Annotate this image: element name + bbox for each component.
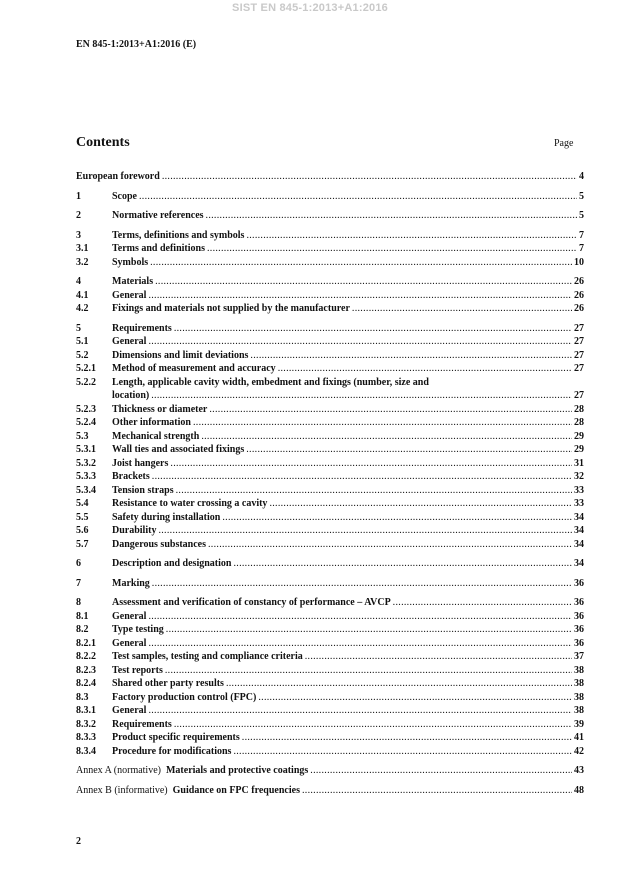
toc-entry-title: Type testing [112,624,164,635]
toc-entry[interactable] [76,302,584,316]
toc-leader-dots [258,691,572,705]
toc-entry[interactable] [76,538,584,552]
toc-entry-page: 5 [579,190,584,202]
toc-entry-continuation[interactable] [76,389,584,403]
toc-leader-dots [278,362,572,376]
toc-entry-number: 5.3.4 [76,484,96,496]
toc-entry-page: 27 [574,390,584,401]
toc-leader-dots [162,170,577,184]
toc-entry-page: 27 [574,322,584,334]
toc-entry-number: 5.2.2 [76,376,96,388]
toc-leader-dots [233,745,572,759]
toc-entry-page: 32 [574,471,584,482]
toc-entry-number: 5.1 [76,336,89,347]
toc-entry[interactable] [76,596,584,610]
toc-leader-dots [176,484,572,498]
toc-entry-number: 1 [76,190,81,202]
toc-entry-title: Mechanical strength [112,430,200,442]
toc-leader-dots [222,511,572,525]
toc-entry-title: Dangerous substances [112,538,206,550]
toc-entry[interactable] [76,610,584,624]
toc-entry-page: 10 [574,256,584,268]
toc-entry[interactable] [76,691,584,705]
toc-entry[interactable] [76,718,584,732]
toc-leader-dots [226,677,572,691]
toc-entry[interactable] [76,677,584,691]
toc-leader-dots [152,577,572,591]
toc-entry-title: Requirements [112,322,172,334]
toc-entry-number: 8.2.2 [76,651,96,662]
toc-entry-title: Requirements [112,718,172,730]
toc-entry-page: 36 [574,577,584,589]
toc-entry-page: 27 [574,349,584,361]
toc-entry[interactable] [76,623,584,637]
toc-entry[interactable] [76,557,584,571]
toc-entry-page: 34 [574,558,584,569]
toc-entry-page: 26 [574,276,584,287]
toc-entry-title: Assessment and verification of constancy of performance – AVCP [112,597,391,608]
toc-entry-title: General [112,289,147,301]
toc-entry-title: Other information [112,417,191,428]
toc-entry-title: Tension straps [112,484,174,496]
toc-entry-page: 7 [579,243,584,254]
toc-entry[interactable] [76,416,584,430]
toc-leader-dots [148,704,572,718]
toc-leader-dots [155,275,572,289]
toc-entry[interactable] [76,511,584,525]
toc-entry-number: 4 [76,276,81,287]
toc-entry-title: Factory production control (FPC) [112,691,257,703]
toc-entry-page: 34 [574,525,584,536]
toc-entry[interactable] [76,524,584,538]
toc-entry-number: 8.2.3 [76,664,96,676]
toc-entry-title: Normative references [112,210,204,221]
toc-entry-number: 5.2.1 [76,363,96,374]
contents-heading: Contents [76,135,130,150]
toc-leader-dots [150,256,572,270]
toc-entry-title: Safety during installation [112,511,221,523]
toc-entry-number: 5.3.3 [76,471,96,482]
toc-annex-entry[interactable] [76,764,584,778]
toc-entry-title: European foreword [76,171,160,182]
toc-entry-page: 36 [574,624,584,635]
toc-entry-number: 5.5 [76,511,89,523]
toc-entry[interactable] [76,484,584,498]
toc-entry[interactable] [76,335,584,349]
toc-entry-page: 27 [574,363,584,374]
toc-entry-title-cont: location) [112,390,150,401]
toc-leader-dots [206,209,577,223]
toc-entry-page: 38 [574,691,584,703]
toc-leader-dots [174,718,572,732]
toc-entry-title: General [112,336,147,347]
toc-entry-page: 36 [574,637,584,649]
toc-entry-page: 29 [574,430,584,442]
toc-leader-dots [208,538,572,552]
toc-leader-dots [148,335,572,349]
toc-entry-number: 5.3 [76,430,89,442]
toc-leader-dots [305,650,572,664]
toc-leader-dots [302,784,572,798]
toc-entry-title: Terms, definitions and symbols [112,229,245,241]
toc-entry-number: 5.3.2 [76,457,96,469]
toc-entry-page: 38 [574,664,584,676]
toc-entry[interactable] [76,637,584,651]
toc-entry[interactable] [76,731,584,745]
toc-entry-page: 36 [574,597,584,608]
toc-entry-page: 33 [574,484,584,496]
toc-entry[interactable] [76,362,584,376]
toc-entry[interactable] [76,497,584,511]
toc-entry-page: 36 [574,610,584,622]
toc-leader-dots [207,242,577,256]
toc-entry-title: General [112,705,147,716]
toc-entry-title: General [112,610,147,622]
toc-entry[interactable] [76,650,584,664]
toc-entry-number: 4.1 [76,289,89,301]
toc-entry-page: 39 [574,718,584,730]
toc-entry-title: Brackets [112,471,150,482]
annex-prefix: Annex B (informative) [76,784,168,796]
toc-leader-dots [209,403,572,417]
document-id: EN 845-1:2013+A1:2016 (E) [76,39,197,50]
toc-entry-title: Resistance to water crossing a cavity [112,498,268,509]
toc-leader-dots [148,637,572,651]
toc-entry-title: Procedure for modifications [112,745,232,757]
toc-entry-number: 3 [76,229,81,241]
annex-label [76,784,300,798]
toc-leader-dots [148,289,572,303]
toc-entry-title: Description and designation [112,558,232,569]
toc-entry-page: 5 [579,210,584,221]
toc-entry-page: 42 [574,745,584,757]
toc-entry-page: 43 [574,765,584,776]
toc-entry[interactable] [76,209,584,223]
toc-entry-title: Thickness or diameter [112,403,208,415]
toc-entry-title: Method of measurement and accuracy [112,363,276,374]
toc-leader-dots [174,322,572,336]
toc-entry-page: 41 [574,732,584,743]
toc-entry-page: 4 [579,171,584,182]
toc-entry-page: 29 [574,444,584,455]
toc-leader-dots [310,764,572,778]
toc-entry-title: Dimensions and limit deviations [112,349,249,361]
toc-entry[interactable] [76,229,584,243]
toc-entry-title: Fixings and materials not supplied by the manufacturer [112,303,350,314]
toc-leader-dots [233,557,572,571]
annex-label [76,764,308,778]
toc-entry-page: 34 [574,511,584,523]
toc-entry-title: Shared other party results [112,678,224,689]
toc-leader-dots [201,430,572,444]
toc-entry-page: 38 [574,678,584,689]
toc-leader-dots [246,443,572,457]
toc-entry-number: 5.6 [76,525,89,536]
toc-entry-page: 34 [574,538,584,550]
toc-entry-number: 2 [76,210,81,221]
toc-entry-number: 8.2 [76,624,89,635]
toc-leader-dots [151,389,572,403]
toc-entry-page: 26 [574,289,584,301]
toc-entry-number: 7 [76,577,81,589]
toc-entry-title: Product specific requirements [112,732,240,743]
toc-leader-dots [152,470,572,484]
toc-entry-number: 5.2.3 [76,403,96,415]
toc-entry-number: 8.2.1 [76,637,96,649]
toc-leader-dots [165,664,572,678]
toc-entry-number: 8 [76,597,81,608]
toc-entry-title: Joist hangers [112,457,169,469]
toc-entry-title: Scope [112,190,137,202]
toc-leader-dots [148,610,572,624]
toc-entry[interactable] [76,470,584,484]
toc-entry-number: 8.3.1 [76,705,96,716]
toc-entry-page: 31 [574,457,584,469]
toc-entry-title: Marking [112,577,150,589]
toc-entry-title: Durability [112,525,157,536]
toc-leader-dots [170,457,572,471]
table-of-contents [76,170,584,797]
toc-entry-title: General [112,637,147,649]
toc-entry-page: 7 [579,229,584,241]
toc-entry-number: 8.2.4 [76,678,96,689]
toc-entry[interactable] [76,704,584,718]
toc-entry-number: 8.1 [76,610,89,622]
toc-entry-page: 28 [574,403,584,415]
toc-annex-entry[interactable] [76,784,584,798]
toc-entry-number: 5.2 [76,349,89,361]
toc-entry[interactable] [76,275,584,289]
toc-entry[interactable] [76,322,584,336]
toc-entry[interactable] [76,577,584,591]
toc-entry-number: 3.2 [76,256,89,268]
toc-entry-number: 5 [76,322,81,334]
toc-entry[interactable] [76,170,584,184]
toc-entry-number: 4.2 [76,303,89,314]
toc-entry-page: 37 [574,651,584,662]
toc-entry-page: 48 [574,784,584,796]
toc-entry-page: 28 [574,417,584,428]
toc-entry-page: 26 [574,303,584,314]
toc-entry[interactable] [76,256,584,270]
toc-entry[interactable] [76,745,584,759]
toc-entry[interactable] [76,349,584,363]
toc-entry-title: Terms and definitions [112,243,205,254]
toc-entry-number: 8.3.2 [76,718,96,730]
toc-entry-title: Wall ties and associated fixings [112,444,245,455]
toc-leader-dots [352,302,572,316]
toc-entry[interactable] [76,430,584,444]
watermark-text: SIST EN 845-1:2013+A1:2016 [232,2,388,14]
toc-entry-page: 27 [574,336,584,347]
toc-entry-page: 38 [574,705,584,716]
toc-entry[interactable] [76,403,584,417]
toc-leader-dots [158,524,572,538]
toc-entry-number: 8.3 [76,691,89,703]
toc-leader-dots [193,416,572,430]
toc-entry-title: Test samples, testing and compliance criteria [112,651,303,662]
toc-entry-title: Materials [112,276,154,287]
toc-leader-dots [269,497,572,511]
toc-leader-dots [242,731,572,745]
toc-entry-number: 3.1 [76,243,89,254]
toc-entry-number: 5.7 [76,538,89,550]
toc-leader-dots [393,596,572,610]
toc-entry[interactable] [76,289,584,303]
toc-entry-title: Test reports [112,664,163,676]
toc-entry[interactable] [76,664,584,678]
toc-leader-dots [250,349,572,363]
toc-entry-number: 5.4 [76,498,89,509]
toc-leader-dots [139,190,577,204]
toc-entry[interactable] [76,376,584,390]
page-column-label: Page [554,138,574,149]
annex-title: Guidance on FPC frequencies [172,784,300,796]
page-number: 2 [76,836,81,847]
toc-entry[interactable] [76,190,584,204]
toc-entry-title: Length, applicable cavity width, embedment and fixings (number, size and [112,376,429,388]
toc-entry-number: 5.3.1 [76,444,96,455]
toc-entry-number: 8.3.4 [76,745,96,757]
toc-entry[interactable] [76,457,584,471]
toc-entry-title: Symbols [112,256,149,268]
toc-leader-dots [166,623,572,637]
annex-title: Materials and protective coatings [165,765,309,776]
annex-prefix: Annex A (normative) [76,765,161,776]
toc-entry-number: 5.2.4 [76,417,96,428]
toc-leader-dots [246,229,577,243]
toc-entry[interactable] [76,443,584,457]
toc-entry-page: 33 [574,498,584,509]
toc-entry-number: 8.3.3 [76,732,96,743]
toc-entry[interactable] [76,242,584,256]
toc-entry-number: 6 [76,558,81,569]
